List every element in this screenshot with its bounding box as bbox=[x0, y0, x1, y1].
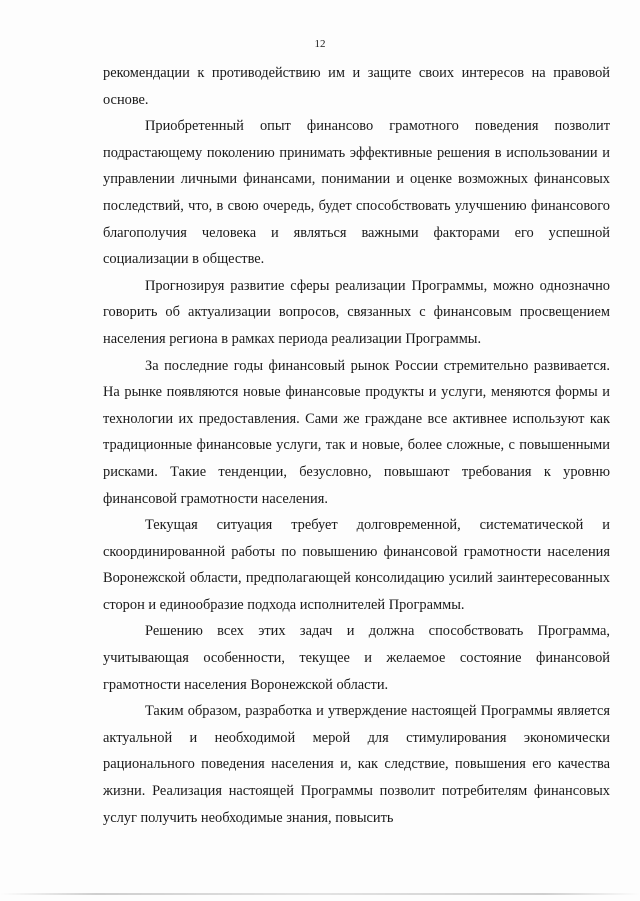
paragraph-5: Текущая ситуация требует долговременной, систематической и скоординированной работы по повышению финансовой грамотности населения Воронежской области, предполагающей консолидацию усилий заинтересованных сторон и единообразие подхода исполнителей Программы. bbox=[103, 517, 610, 613]
paragraph-2: Приобретенный опыт финансово грамотного поведения позволит подрастающему поколению принимать эффективные решения в использовании и управлении личными финансами, понимании и оценке возможных финансовых последствий, что, в свою очередь, будет способствовать улучшению финансового благополучия человека и являться важными факторами его успешной социализации в обществе. bbox=[103, 118, 610, 268]
paragraph-3: Прогнозируя развитие сферы реализации Программы, можно однозначно говорить об актуализации вопросов, связанных с финансовым просвещением населения региона в рамках периода реализации Программы. bbox=[103, 277, 610, 347]
document-body bbox=[103, 60, 610, 831]
paragraph-7: Таким образом, разработка и утверждение настоящей Программы является актуальной и необходимой мерой для стимулирования экономически рационального поведения населения и, как следствие, повышения его качества жизни. Реализация настоящей Программы позволит потребителям финансовых услуг получить необходимые знания, повысить bbox=[103, 703, 610, 826]
paragraph-6: Решению всех этих задач и должна способствовать Программа, учитывающая особенности, текущее и желаемое состояние финансовой грамотности населения Воронежской области. bbox=[103, 623, 610, 693]
paragraph-1: рекомендации к противодействию им и защите своих интересов на правовой основе. bbox=[103, 65, 610, 108]
paragraph-4: За последние годы финансовый рынок России стремительно развивается. На рынке появляются новые финансовые продукты и услуги, меняются формы и технологии их предоставления. Сами же граждане все активнее используют как традиционные финансовые услуги, так и новые, более сложные, с повышенными рисками. Такие тенденции, безусловно, повышают требования к уровню финансовой грамотности населения. bbox=[103, 357, 610, 507]
scan-edge-shadow bbox=[0, 893, 640, 895]
page-number: 12 bbox=[314, 38, 326, 50]
